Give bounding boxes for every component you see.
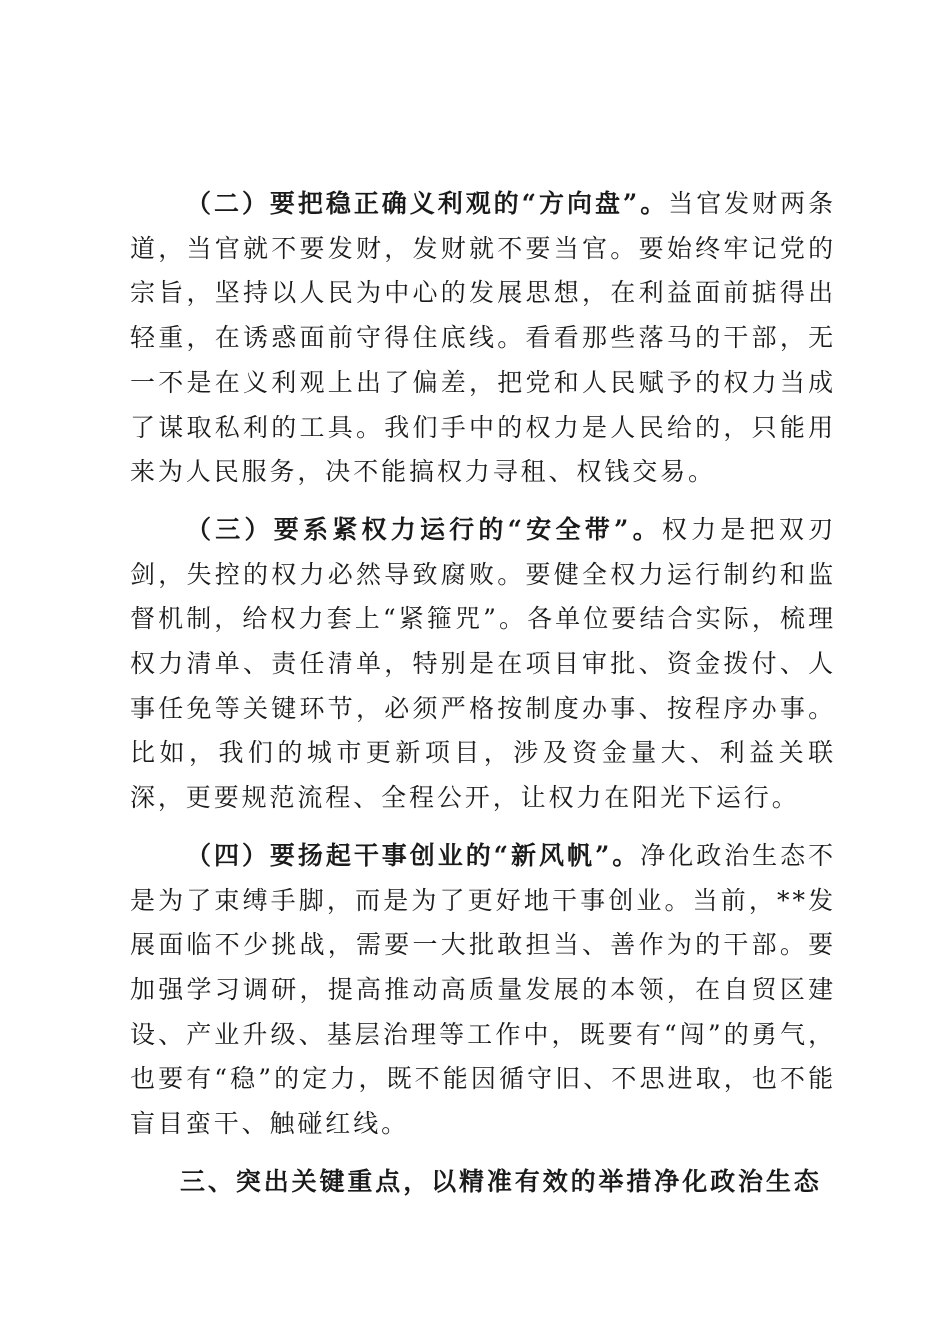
- paragraph-3: [130, 508, 836, 821]
- paragraph-2-body: 当官发财两条道，当官就不要发财，发财就不要当官。要始终牢记党的宗旨，坚持以人民为中心的发展思想，在利益面前掂得出轻重，在诱惑面前守得住底线。看看那些落马的干部，无一不是在义利观上出了偏差，把党和人民赋予的权力当成了谋取私利的工具。我们手中的权力是人民给的，只能用来为人民服务，决不能搞权力寻租、权钱交易。: [130, 189, 836, 487]
- paragraph-4-heading: （四）要扬起干事创业的“新风帆”。: [186, 840, 641, 870]
- paragraph-4-body: 净化政治生态不是为了束缚手脚，而是为了更好地干事创业。当前，**发展面临不少挑战，需要一大批敢担当、善作为的干部。要加强学习调研，提高推动高质量发展的本领，在自贸区建设、产业升级、基层治理等工作中，既要有“闯”的勇气，也要有“稳”的定力，既不能因循守旧、不思进取，也不能盲目蛮干、触碰红线。: [130, 840, 836, 1139]
- paragraph-2: [130, 182, 836, 495]
- paragraph-4: [130, 834, 836, 1147]
- paragraph-3-heading: （三）要系紧权力运行的“安全带”。: [186, 514, 662, 544]
- paragraph-3-body: 权力是把双刃剑，失控的权力必然导致腐败。要健全权力运行制约和监督机制，给权力套上“紧箍咒”。各单位要结合实际，梳理权力清单、责任清单，特别是在项目审批、资金拨付、人事任免等关键环节，必须严格按制度办事、按程序办事。比如，我们的城市更新项目，涉及资金量大、利益关联深，更要规范流程、全程公开，让权力在阳光下运行。: [130, 514, 837, 813]
- paragraph-2-heading: （二）要把稳正确义利观的“方向盘”。: [186, 189, 669, 218]
- document-page: [130, 182, 836, 1204]
- section-heading: 三、突出关键重点，以精准有效的举措净化政治生态: [180, 1166, 822, 1196]
